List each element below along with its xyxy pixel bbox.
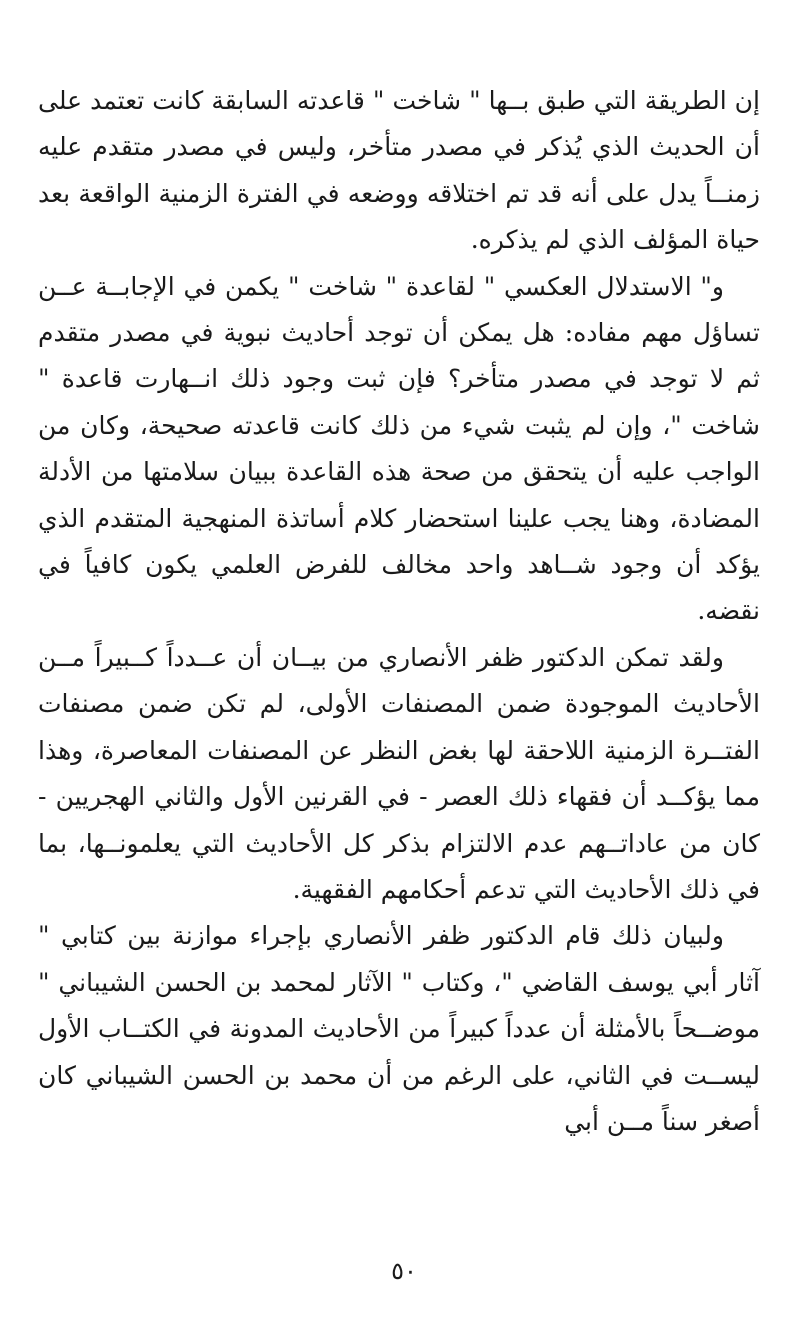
- page-body: [38, 78, 760, 1145]
- paragraph-1: إن الطريقة التي طبق بــها " شاخت " قاعدته السابقة كانت تعتمد على أن الحديث الذي يُذكر في مصدر متأخر، وليس في مصدر متقدم عليه زمنــاً يدل على أنه قد تم اختلاقه ووضعه في الفترة الزمنية الواقعة بعد حياة المؤلف الذي لم يذكره.: [38, 86, 760, 255]
- page-number: ٥٠: [391, 1257, 417, 1285]
- paragraph-3: ولقد تمكن الدكتور ظفر الأنصاري من بيــان أن عــدداً كــبيراً مــن الأحاديث الموجودة ضمن المصنفات الأولى، لم تكن ضمن مصنفات الفتــرة الزمنية اللاحقة لها بغض النظر عن المصنفات المعاصرة، وهذا مما يؤكــد أن فقهاء ذلك العصر - في القرنين الأول والثاني الهجريين - كان من عاداتــهم عدم الالتزام بذكر كل الأحاديث التي يعلمونــها، بما في ذلك الأحاديث التي تدعم أحكامهم الفقهية.: [38, 642, 760, 904]
- paragraph-4: ولبيان ذلك قام الدكتور ظفر الأنصاري بإجراء موازنة بين كتابي " آثار أبي يوسف القاضي "، وكتاب " الآثار لمحمد بن الحسن الشيباني " موضــحاً بالأمثلة أن عدداً كبيراً من الأحاديث المدونة في الكتــاب الأول ليســت في الثاني، على الرغم من أن محمد بن الحسن الشيباني كان أصغر سناً مــن أبي: [38, 921, 760, 1136]
- paragraph-2: و" الاستدلال العكسي " لقاعدة " شاخت " يكمن في الإجابــة عــن تساؤل مهم مفاده: هل يمكن أن توجد أحاديث نبوية في مصدر متقدم ثم لا توجد في مصدر متأخر؟ فإن ثبت وجود ذلك انــهارت قاعدة " شاخت "، وإن لم يثبت شيء من ذلك كانت قاعدته صحيحة، وكان من الواجب عليه أن يتحقق من صحة هذه القاعدة ببيان سلامتها من الأدلة المضادة، وهنا يجب علينا استحضار كلام أساتذة المنهجية المتقدم الذي يؤكد أن وجود شــاهد واحد مخالف للفرض العلمي يكون كافياً في نقضه.: [38, 271, 760, 626]
